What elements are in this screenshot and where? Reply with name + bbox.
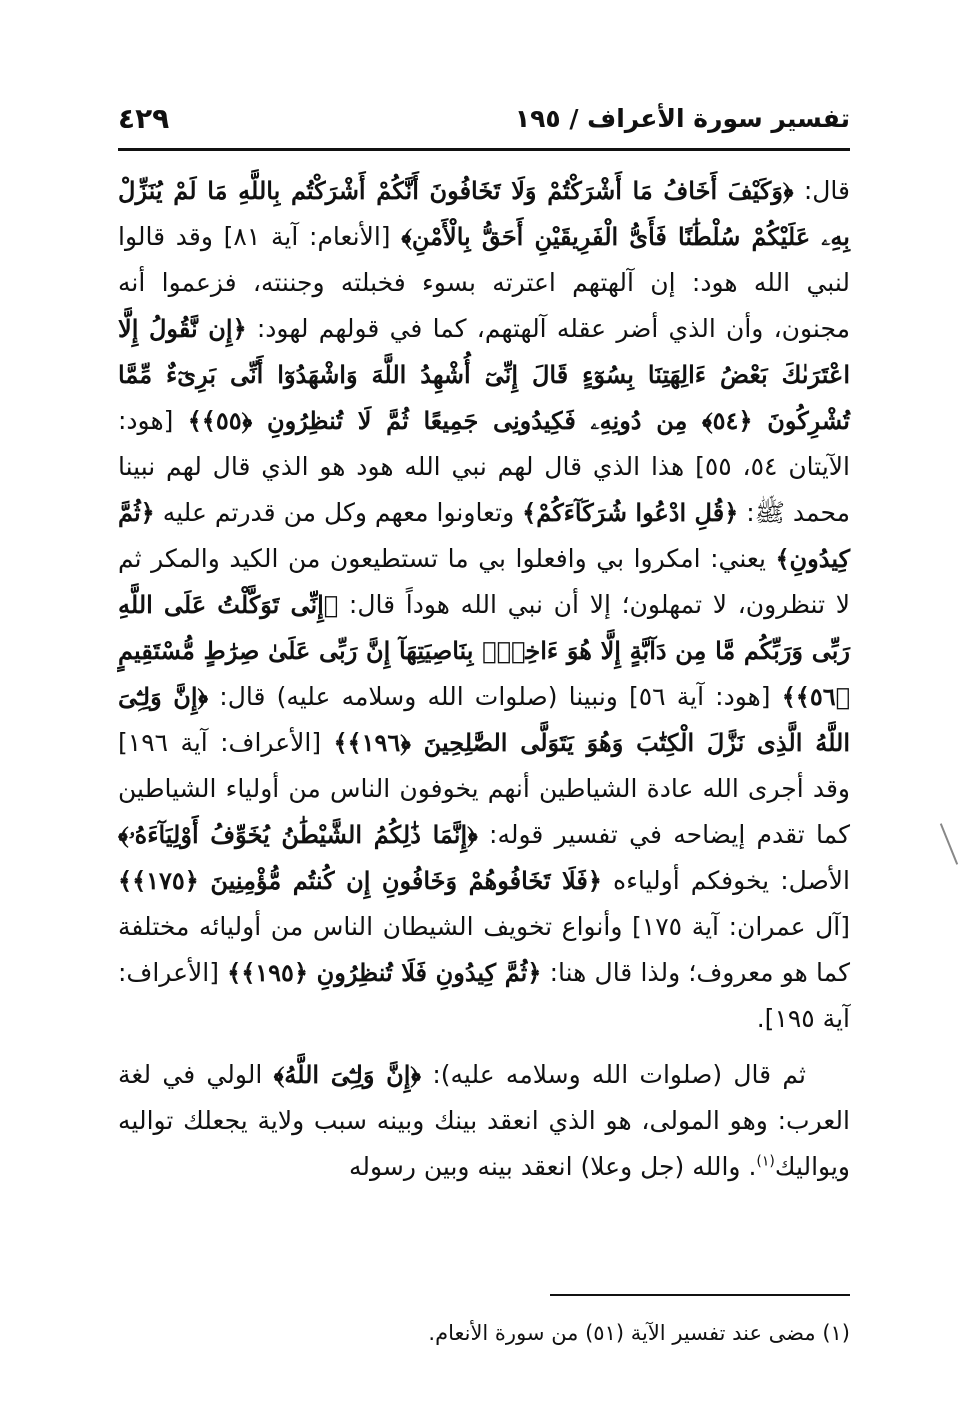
text-run: الولي في لغة العرب: وهو المولى، هو الذي انعقد بينك وبينه سبب ولاية يجعلك تواليه ويواليك: [118, 1060, 850, 1181]
quran-verse: ﴿فَلَا تَخَافُوهُمْ وَخَافُونِ إِن كُنتُم مُّؤْمِنِينَ ﴿١٧٥﴾﴾: [118, 866, 602, 895]
text-run: . والله (جل وعلا) انعقد بينه وبين رسوله: [348, 1152, 757, 1181]
quran-verse: ﴿ثُمَّ كِيدُونِ فَلَا تُنظِرُونِ ﴿١٩٥﴾﴾: [227, 958, 542, 987]
footnote: (١) مضى عند تفسير الآية (٥١) من سورة الأنعام.: [428, 1321, 850, 1345]
quran-verse: ﴿قُلِ ادْعُوا شُرَكَآءَكُمْ﴾: [522, 498, 739, 527]
paragraph-1: [118, 168, 850, 1042]
text-run: [آل عمران: آية ١٧٥] وأنواع تخويف الشيطان الناس من أوليائه مختلفة كما هو معروف؛ ولذا قال هنا:: [118, 912, 850, 987]
text-run: [الأعراف: آية ١٩٦] وقد أجرى الله عادة الشياطين أنهم يخوفون الناس من أولياء الشياطين كما تقدم إيضاحه في تفسير قوله:: [118, 728, 850, 849]
quran-verse: ﴿إِنَّ وَلِـِّۧىَ اللَّهُ الَّذِى نَزَّلَ الْكِتَٰبَ وَهُوَ يَتَوَلَّى الصَّٰلِحِينَ ﴿١٩٦﴾﴾: [118, 682, 850, 757]
main-text: [118, 168, 850, 1190]
quran-verse: ﴿إِنَّ وَلِـِّۧىَ اللَّهُ﴾: [273, 1060, 422, 1089]
text-run: يعني: امكروا بي وافعلوا بي ما تستطيعون من الكيد والمكر ثم لا تنظرون، لا تمهلون؛ إلا أن نبي الله هوداً قال:: [118, 544, 850, 619]
text-run: الأصل: يخوفكم أولياءه: [601, 866, 851, 895]
footnote-ref[interactable]: (١): [756, 1153, 775, 1170]
page-number: ٤٢٩: [118, 102, 170, 135]
quran-verse: ﴿إِنِّى تَوَكَّلْتُ عَلَى اللَّهِ رَبِّى وَرَبِّكُم مَّا مِن دَآبَّةٍ إِلَّا هُوَ ءَاخِذٌۢ بِنَاصِيَتِهَآ إِنَّ رَبِّى عَلَىٰ صِرَٰطٍ مُّسْتَقِيمٍ ﴿٥٦﴾﴾: [118, 590, 850, 711]
page-header: [118, 104, 850, 151]
text-run: [هود: آية ٥٦] ونبينا (صلوات الله وسلامه عليه) قال:: [208, 682, 782, 711]
quran-verse: ﴿ثُمَّ كِيدُونِ﴾: [118, 498, 850, 573]
scan-edge-mark: [940, 823, 958, 865]
text-run: قال:: [793, 176, 850, 205]
text-run: [هود: الآيتان ٥٤، ٥٥] هذا الذي قال لهم نبي الله هود هو الذي قال لهم نبينا محمد ﷺ:: [118, 406, 850, 527]
quran-verse: ﴿إِن نَّقُولُ إِلَّا اعْتَرَىٰكَ بَعْضُ ءَالِهَتِنَا بِسُوٓءٍ قَالَ إِنِّىٓ أُشْهِدُ اللَّهَ وَاشْهَدُوٓا أَنِّى بَرِىٓءٌ مِّمَّا تُشْرِكُونَ ﴿٥٤﴾ مِن دُونِهِۦ فَكِيدُونِى جَمِيعًا ثُمَّ لَا تُنظِرُونِ ﴿٥٥﴾﴾: [118, 314, 850, 435]
text-run: [الأعراف: آية ١٩٥].: [118, 958, 850, 1033]
text-run: ثم قال (صلوات الله وسلامه عليه):: [421, 1060, 806, 1089]
footnote-divider: [550, 1294, 850, 1296]
running-title: تفسير سورة الأعراف / ١٩٥: [514, 104, 850, 133]
quran-verse: ﴿إِنَّمَا ذَٰلِكُمُ الشَّيْطَٰنُ يُخَوِّفُ أَوْلِيَآءَهُۥ﴾: [118, 820, 478, 849]
quran-verse: ﴿وَكَيْفَ أَخَافُ مَا أَشْرَكْتُمْ وَلَا تَخَافُونَ أَنَّكُمْ أَشْرَكْتُم بِاللَّهِ مَا لَمْ يُنَزِّلْ بِهِۦ عَلَيْكُمْ سُلْطَٰنًا فَأَىُّ الْفَرِيقَيْنِ أَحَقُّ بِالْأَمْنِ﴾: [118, 176, 850, 251]
paragraph-2: [118, 1052, 850, 1190]
text-run: وتعاونوا معهم وكل من قدرتم عليه: [154, 498, 523, 527]
text-run: [الأنعام: آية ٨١] وقد قالوا لنبي الله هود: إن آلهتهم اعترته بسوء فخبلته وجننته، فزعموا أنه مجنون، وأن الذي أضر عقله آلهتهم، كما في قولهم لهود:: [118, 222, 851, 343]
